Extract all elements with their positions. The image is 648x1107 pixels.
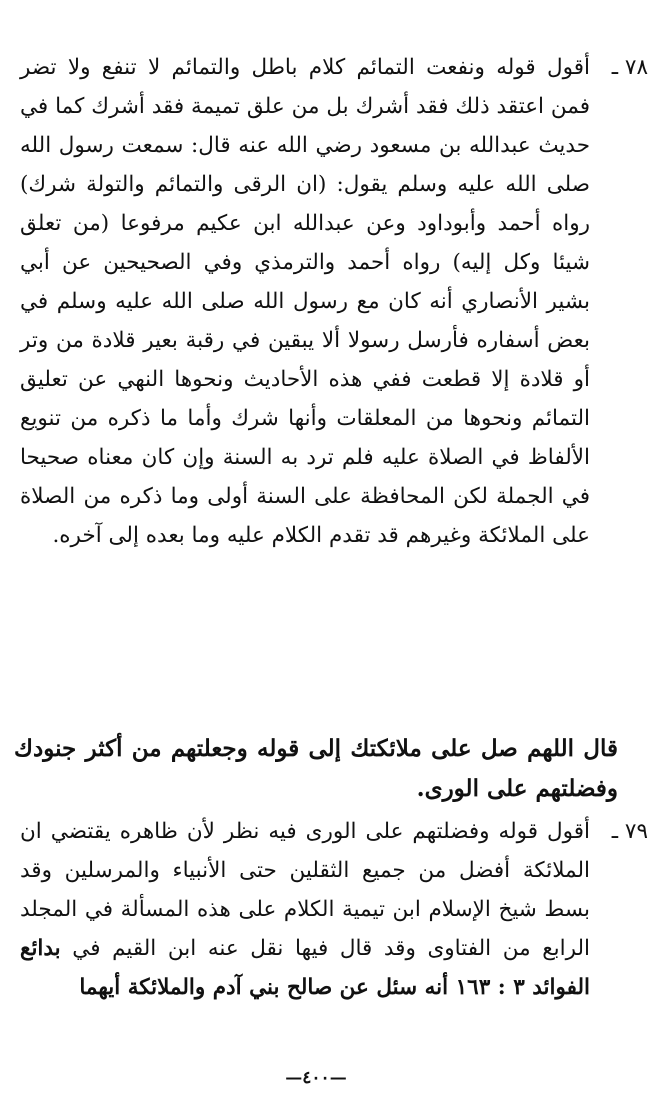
paragraph-number-78: ٧٨ ـ <box>611 55 648 80</box>
page-number: —٤٠٠— <box>285 1068 347 1088</box>
paragraph-78 <box>20 48 648 555</box>
section-heading-text: قال اللهم صل على ملائكتك إلى قوله وجعلتهم من أكثر جنودك وفضلتهم على الورى. <box>14 735 618 802</box>
paragraph-79-reference: بدائع الفوائد ٣ : ١٦٣ أنه سئل عن صالح بني آدم والملائكة أيهما <box>20 936 590 1000</box>
paragraph-79 <box>20 812 648 1007</box>
paragraph-79-text: أقول قوله وفضلتهم على الورى فيه نظر لأن ظاهره يقتضي ان الملائكة أفضل من جميع الثقلين حتى الأنبياء والمرسلين وقد بسط شيخ الإسلام ابن تيمية الكلام على هذه المسألة في المجلد الرابع من الفتاوى وقد قال فيها نقل عنه ابن القيم في <box>20 819 590 961</box>
paragraph-number-79: ٧٩ ـ <box>611 819 648 844</box>
section-heading <box>14 729 618 809</box>
paragraph-78-text: أقول قوله ونفعت التمائم كلام باطل والتمائم لا تنفع ولا تضر فمن اعتقد ذلك فقد أشرك بل من علق تميمة فقد أشرك كما في حديث عبدالله بن مسعود رضي الله عنه قال: سمعت رسول الله صلى الله عليه وسلم يقول: (ان الرقى والتمائم والتولة شرك) رواه أحمد وأبوداود وعن عبدالله ابن عكيم مرفوعا (من تعلق شيئا وكل إليه) رواه أحمد والترمذي وفي الصحيحين عن أبي بشير الأنصاري أنه كان مع رسول الله صلى الله عليه وسلم في بعض أسفاره فأرسل رسولا ألا يبقين في رقبة بعير قلادة من وتر أو قلادة إلا قطعت ففي هذه الأحاديث ونحوها النهي عن تعليق التمائم ونحوها من المعلقات وأنها شرك وأما ما ذكره من تنويع الألفاظ في الصلاة عليه فلم ترد به السنة وإن كان معناه صحيحا في الجملة لكن المحافظة على السنة أولى وما ذكره من الصلاة على الملائكة وغيرهم قد تقدم الكلام عليه وما بعده إلى آخره. <box>20 55 590 548</box>
